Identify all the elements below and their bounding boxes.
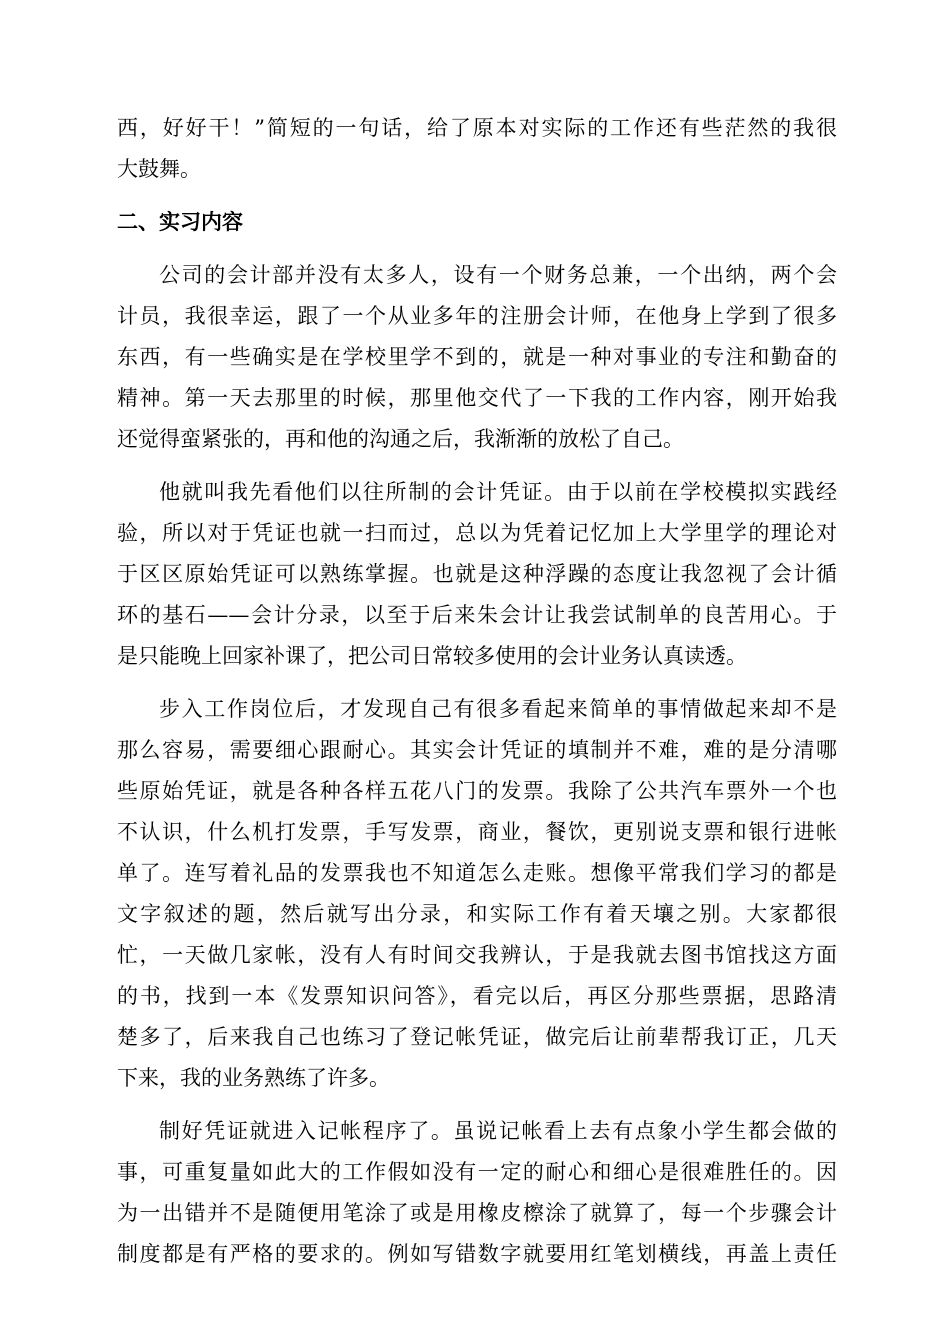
section-heading: 二、实习内容	[117, 210, 243, 234]
text-line: 些原始凭证，就是各种各样五花八门的发票。我除了公共汽车票外一个也	[117, 779, 837, 803]
text-line: 的书，找到一本《发票知识问答》，看完以后，再区分那些票据，思路清	[117, 984, 837, 1008]
text-line: 忙，一天做几家帐，没有人有时间交我辨认，于是我就去图书馆找这方面	[117, 943, 837, 967]
text-line: 他就叫我先看他们以往所制的会计凭证。由于以前在学校模拟实践经	[159, 480, 837, 504]
text-line: 精神。第一天去那里的时候，那里他交代了一下我的工作内容，刚开始我	[117, 386, 837, 410]
text-line: 西，好好干！”简短的一句话，给了原本对实际的工作还有些茫然的我很	[117, 116, 837, 140]
paragraph	[117, 1111, 837, 1275]
text-line: 于区区原始凭证可以熟练掌握。也就是这种浮躁的态度让我忽视了会计循	[117, 562, 837, 586]
text-line: 是只能晚上回家补课了，把公司日常较多使用的会计业务认真读透。	[117, 644, 747, 668]
text-line: 步入工作岗位后，才发现自己有很多看起来简单的事情做起来却不是	[159, 697, 837, 721]
paragraph	[117, 255, 837, 460]
text-line: 不认识，什么机打发票，手写发票，商业，餐饮，更别说支票和银行进帐	[117, 820, 837, 844]
text-line: 东西，有一些确实是在学校里学不到的，就是一种对事业的专注和勤奋的	[117, 345, 837, 369]
text-line: 事，可重复量如此大的工作假如没有一定的耐心和细心是很难胜任的。因	[117, 1160, 837, 1184]
text-line: 文字叙述的题，然后就写出分录，和实际工作有着天壤之别。大家都很	[117, 902, 837, 926]
text-line: 环的基石——会计分录，以至于后来朱会计让我尝试制单的良苦用心。于	[117, 603, 837, 627]
text-line: 还觉得蛮紧张的，再和他的沟通之后，我渐渐的放松了自己。	[117, 427, 684, 451]
text-line: 制好凭证就进入记帐程序了。虽说记帐看上去有点象小学生都会做的	[159, 1119, 837, 1143]
paragraph	[117, 472, 837, 677]
text-line: 大鼓舞。	[117, 157, 201, 181]
text-line: 公司的会计部并没有太多人，设有一个财务总兼，一个出纳，两个会	[159, 263, 837, 287]
paragraph	[117, 689, 837, 1099]
text-line: 单了。连写着礼品的发票我也不知道怎么走账。想像平常我们学习的都是	[117, 861, 837, 885]
text-line: 下来，我的业务熟练了许多。	[117, 1066, 390, 1090]
text-line: 为一出错并不是随便用笔涂了或是用橡皮檫涂了就算了，每一个步骤会计	[117, 1201, 837, 1225]
text-line: 制度都是有严格的要求的。例如写错数字就要用红笔划横线，再盖上责任	[117, 1242, 837, 1266]
text-line: 验，所以对于凭证也就一扫而过，总以为凭着记忆加上大学里学的理论对	[117, 521, 837, 545]
document-body	[117, 108, 837, 1287]
text-line: 那么容易，需要细心跟耐心。其实会计凭证的填制并不难，难的是分清哪	[117, 738, 837, 762]
text-line: 计员，我很幸运，跟了一个从业多年的注册会计师，在他身上学到了很多	[117, 304, 837, 328]
text-line: 楚多了，后来我自己也练习了登记帐凭证，做完后让前辈帮我订正，几天	[117, 1025, 837, 1049]
paragraph-continued	[117, 108, 837, 190]
